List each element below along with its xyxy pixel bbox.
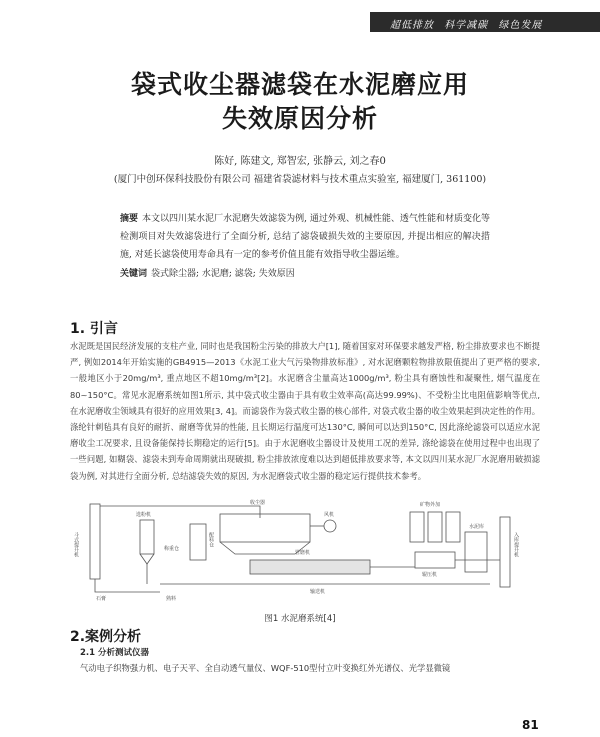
page-number: 81: [522, 718, 539, 732]
fig-label-pre-grinder: 辊压机: [422, 572, 438, 578]
header-tag: 绿色发展: [498, 20, 543, 31]
pre-grinder-shape: [415, 552, 455, 568]
intro-paragraph: 水泥既是国民经济发展的支柱产业, 同时也是我国粉尘污染的排放大户[1], 随着国家对环保要求越发严格, 粉尘排放要求也不断提严, 例如2014年开始实施的GB4915—2013《水泥工业大气污染物排放标准》, 对水泥磨颗粒物排放限值提出了更严格的要求, 一般地区小于20mg/m³, 重点地区不超10mg/m³[2]。水泥磨含尘量高达1000g/m³, 粉尘具有磨蚀性和凝聚性, 烟气温度在80~150°C。常见水泥磨系统如图1所示, 其中袋式收尘器由于具有收尘效率高(高达99.99%)、不受粉尘比电阻值影响等优点, 在水泥磨收尘领域具有很好的应用效果[3, 4]。而滤袋作为袋式收尘器的核心部件, 对袋式收尘器的收尘效果起到决定性的作用。涤纶针刺毡具有良好的耐折、耐磨等优异的性能, 且长期运行温度可达130°C, 瞬间可以达到150°C, 因此涤纶滤袋可以适应水泥磨收尘工况要求, 且设备能保持长期稳定的运行[5]。由于水泥磨收尘器设计及使用工况的差异, 涤纶滤袋在使用过程中也出现了一些问题, 如糊袋、滤袋未到寿命周期就出现破损, 粉尘排放浓度难以达到超低排放要求等, 本文以四川某水泥厂水泥磨用破损滤袋为例, 对其进行全面分析, 总结滤袋失效的原因, 为水泥磨袋式收尘器的稳定运行提供技术参考。: [70, 341, 540, 481]
feed-bin-shape: [190, 524, 206, 560]
affiliation: (厦门中创环保科技股份有限公司 福建省袋滤材料与技术重点实验室, 福建厦门, 361100): [113, 174, 487, 185]
mineral-bin-shape: [446, 512, 460, 542]
mineral-bin-shape: [428, 512, 442, 542]
left-elevator-shape: [90, 504, 100, 579]
connecting-line: [95, 579, 160, 592]
fig-label-bin: 称重仓: [164, 546, 180, 552]
header-tag: 超低排放: [390, 20, 434, 31]
fig-label-elevator-right: 入库提升机: [513, 532, 519, 557]
fig-label-separator: 选粉机: [136, 512, 152, 518]
keywords-text: 袋式除尘器; 水泥磨; 滤袋; 失效原因: [151, 269, 295, 279]
article-title-line2: 失效原因分析: [221, 104, 378, 133]
fig-label-feed-bin: 配料仓: [208, 532, 214, 547]
abstract-text: 本文以四川某水泥厂水泥磨失效滤袋为例, 通过外观、机械性能、透气性能和材质变化等检测项目对失效滤袋进行了全面分析, 总结了滤袋破损失效的主要原因, 并提出相应的解决措施, 对延长滤袋使用寿命具有一定的参考价值且能有效指导收尘器运维。: [120, 214, 490, 260]
cement-mill-system-diagram: [70, 492, 540, 607]
abstract: [120, 210, 490, 264]
instruments-text: 气动电子织物强力机、电子天平、全自动透气量仪、WQF-510型付立叶变换红外光谱仪、光学显微镜: [80, 663, 451, 673]
fig-label-cement-silo: 水泥库: [469, 524, 485, 530]
fig-label-mineral-feed: 矿物外加: [420, 502, 441, 508]
fig-label-elevator-left: 斗式提升机: [73, 532, 79, 557]
fig-label-mill: 管磨机: [295, 550, 311, 556]
keywords: [120, 267, 490, 281]
article-title-line1: 袋式收尘器滤袋在水泥磨应用: [130, 70, 469, 99]
subsection-heading-instruments: 2.1 分析测试仪器: [80, 648, 150, 658]
fig-label-fan: 风机: [324, 512, 335, 518]
fig-label-gypsum: 石膏: [96, 596, 107, 602]
keywords-label: 关键词: [120, 269, 148, 279]
figure-caption: 图1 水泥磨系统[4]: [264, 614, 336, 624]
mill-shape: [250, 560, 370, 574]
separator-shape: [140, 520, 154, 554]
mineral-bin-shape: [410, 512, 424, 542]
section-heading-intro: 1. 引言: [70, 321, 118, 337]
section-heading-case: 2.案例分析: [70, 629, 142, 645]
dust-collector-shape: [220, 514, 310, 542]
top-duct: [100, 506, 260, 518]
journal-header-band: [370, 12, 600, 32]
separator-hopper: [140, 554, 154, 564]
cement-silo-shape: [465, 532, 487, 572]
fig-label-dust-collector: 收尘器: [250, 500, 266, 506]
fan-shape: [324, 520, 336, 532]
fig-label-conveyor: 输送机: [310, 589, 326, 595]
header-tag: 科学减碳: [444, 20, 489, 31]
authors: 陈好, 陈建文, 郑智宏, 张静云, 刘之春0: [214, 156, 386, 167]
abstract-label: 摘要: [120, 214, 139, 224]
fig-label-clinker: 熟料: [166, 596, 177, 602]
right-elevator-shape: [500, 517, 510, 587]
